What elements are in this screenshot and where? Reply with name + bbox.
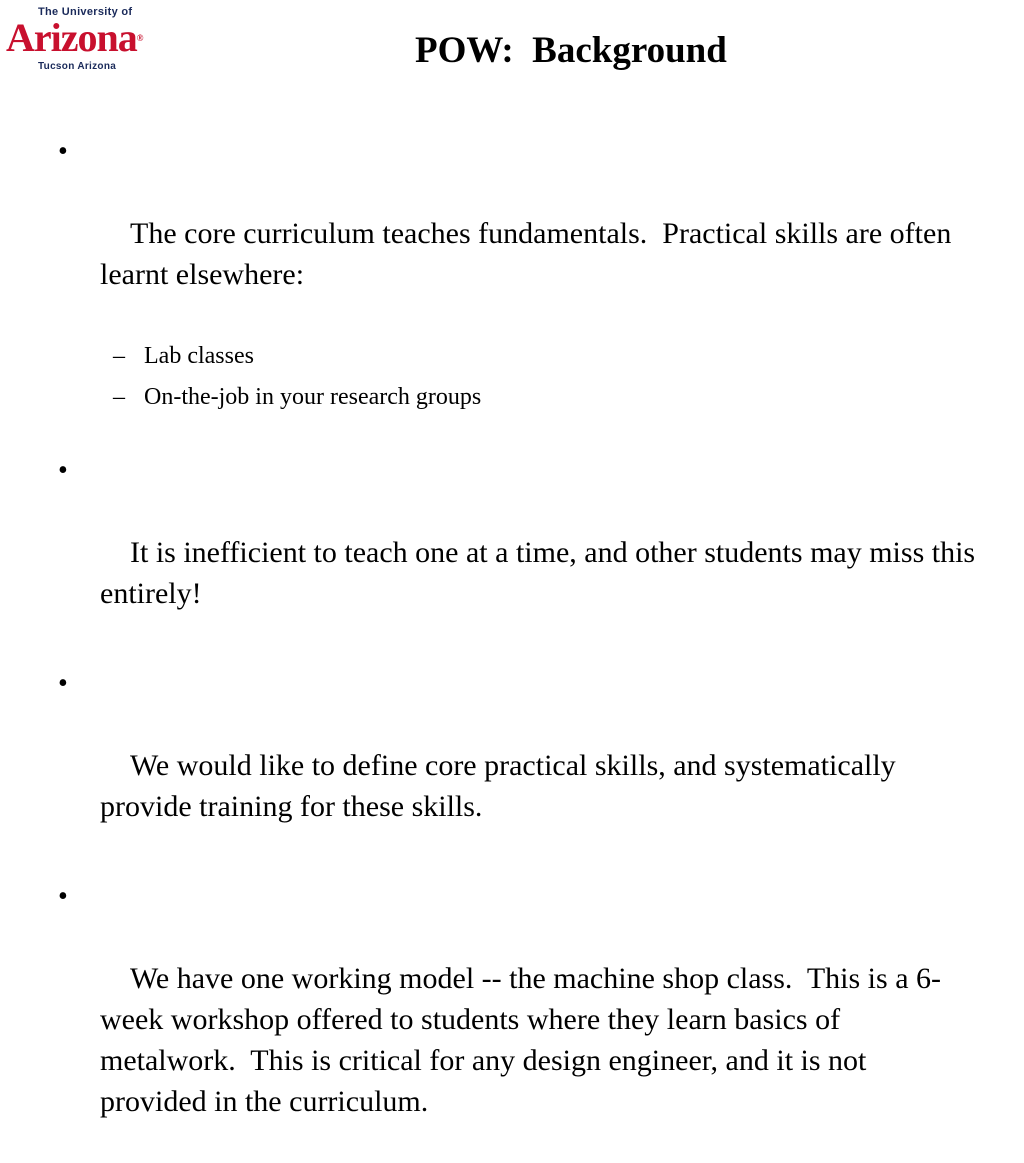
- bullet-text: It is inefficient to teach one at a time, and other students may miss this entirely!: [100, 536, 983, 610]
- dash-icon: –: [113, 343, 125, 369]
- bullet-icon: •: [58, 455, 68, 486]
- bullet-item: [56, 876, 976, 1163]
- logo-tucson-arizona: Tucson Arizona: [38, 61, 117, 72]
- sub-bullet-text: Lab classes: [144, 343, 254, 369]
- logo-university-of: The University of: [38, 6, 133, 18]
- bullet-list: [56, 131, 983, 1163]
- bullet-icon: •: [58, 136, 68, 167]
- dash-icon: –: [113, 384, 125, 410]
- sub-bullet-item: [56, 336, 976, 377]
- logo-arizona-wordmark: [6, 16, 143, 60]
- slide-title: POW: Background: [415, 30, 727, 71]
- registered-mark: ®: [136, 33, 143, 43]
- bullet-item: [56, 131, 976, 336]
- bullet-icon: •: [58, 881, 68, 912]
- logo-name: Arizona: [6, 15, 137, 60]
- bullet-text: We would like to define core practical skills, and systematically provide training for these skills.: [100, 749, 904, 823]
- bullet-text: The core curriculum teaches fundamentals. Practical skills are often learnt elsewhere:: [100, 217, 959, 291]
- university-logo: [4, 4, 164, 78]
- bullet-text: We have one working model -- the machine shop class. This is a 6-week workshop offered to students where they learn basics of metalwork. This is critical for any design engineer, and it is not provided in the curriculum.: [100, 962, 941, 1118]
- bullet-icon: •: [58, 668, 68, 699]
- sub-bullet-text: On-the-job in your research groups: [144, 384, 482, 410]
- bullet-item: [56, 450, 983, 655]
- sub-bullet-item: [56, 377, 976, 418]
- bullet-item: [56, 663, 976, 868]
